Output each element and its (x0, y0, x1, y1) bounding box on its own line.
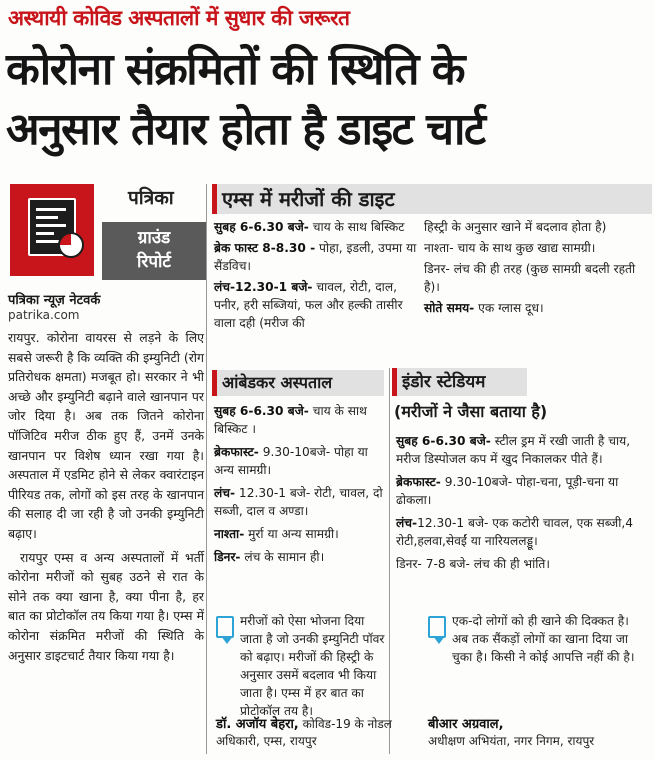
diet-item: नाश्ता- चाय के साथ कुछ खाद्य सामग्री। (424, 241, 596, 255)
main-headline (6, 40, 651, 160)
sig-role: अधीक्षण अभियंता, नगर निगम, रायपुर (428, 734, 595, 748)
diet-item: लंच-12.30-1 बजे- एक कटोरी चावल, एक सब्जी,4 रोटी,हलवा,सेवईं या नारियललड्डू। (396, 516, 633, 548)
pie-chart-icon (58, 232, 84, 258)
aiims-quote: मरीजों को ऐसा भोजना दिया जाता है जो उनकी इम्युनिटी पॉवर को बढ़ाए। मरीजों की हिस्ट्री के अनुसार उसमें बदलाव भी किया जाता है। एम्स में हर बात का प्रोटोकॉल तय है। (240, 614, 385, 718)
sig-role: कोविड-19 के नोडल अधिकारी, एम्स, रायपुर (216, 717, 392, 748)
byline: पत्रिका न्यूज़ नेटवर्क (8, 293, 101, 308)
diet-item: डिनर- 7-8 बजे- लंच की ही भांति। (396, 557, 550, 571)
aiims-diet-col2 (424, 218, 646, 320)
column-divider (206, 184, 207, 754)
diet-item: सुबह 6-6.30 बजे- चाय के साथ बिस्किट । (214, 404, 367, 436)
diet-item: डिनर- लंच की ही तरह (कुछ सामग्री बदली रहती है)। (424, 262, 636, 294)
headline-line-1: कोरोना संक्रमितों की स्थिति के (6, 44, 465, 95)
ground-report-badge (102, 222, 206, 280)
indoor-signature (428, 716, 648, 749)
ambedkar-section-title: आंबेडकर अस्पताल (212, 370, 384, 396)
patrika-label: पत्रिका (128, 187, 174, 209)
diet-item: डिनर- लंच के सामान ही। (214, 550, 325, 564)
ground-report-brand (10, 184, 200, 284)
diet-item: लंच-12.30-1 बजे- चावल, रोटी, दाल, पनीर, हरी सब्जियां, फल और हल्की तासीर वाला दही (मरीज की (214, 280, 403, 330)
sig-name: बीआर अग्रवाल, (428, 717, 504, 732)
diet-item: सुबह 6-6.30 बजे- स्टील ड्रम में रखी जाती है चाय, मरीज डिस्पोजल कप में खुद निकालकर पीते हैं। (396, 434, 631, 466)
diet-item: नाश्ता- मुर्रा या अन्य सामग्री। (214, 527, 339, 541)
report-icon (10, 184, 94, 276)
badge-line-2: रिपोर्ट (137, 252, 171, 272)
left-article-column (8, 328, 204, 669)
diet-item: लंच- 12.30-1 बजे- रोटी, चावल, दो सब्जी, दाल व अण्डा। (214, 486, 383, 518)
ambedkar-diet (214, 402, 384, 571)
diet-item: सुबह 6-6.30 बजे- चाय के साथ बिस्किट (214, 220, 405, 234)
diet-item: ब्रेकफास्ट- 9.30-10बजे- पोहा या अन्य सामग्री। (214, 445, 368, 477)
quote-icon (216, 616, 234, 638)
aiims-signature (216, 716, 406, 749)
indoor-subtitle: (मरीजों ने जैसा बताया है) (394, 402, 548, 421)
sig-name: डॉ. अजॉय बेहरा, (216, 717, 299, 732)
aiims-section-title: एम्स में मरीजों की डाइट (212, 184, 652, 214)
diet-item: ब्रेकफास्ट- 9.30-10बजे- पोहा-चना, पूड़ी-चना या ढोकला। (396, 475, 619, 507)
article-paragraph: रायपुर एम्स व अन्य अस्पतालों में भर्ती कोरोना मरीजों को सुबह उठने से रात के सोने तक क्या खाना है, क्या पीना है, हर बात का प्रोटोकॉल तय किया गया है। एम्स में कोरोना संक्रमित मरीजों की स्थिति के अनुसार डाइटचार्ट तैयार किया गया है। (8, 549, 204, 663)
diet-item: हिस्ट्री के अनुसार खाने में बदलाव होता है) (424, 220, 607, 234)
badge-line-1: ग्राउंड (137, 228, 171, 248)
diet-item: ब्रेक फास्ट 8-8.30 - पोहा, इडली, उपमा या सैंडविच। (214, 241, 417, 273)
indoor-diet (396, 432, 650, 578)
indoor-quote: एक-दो लोगों को ही खाने की दिक्कत है। अब तक सैंकड़ों लोगों का खाना दिया जा चुका है। किसी ने कोई आपत्ति नहीं की है। (452, 614, 635, 664)
aiims-diet-col1 (214, 218, 418, 335)
headline-line-2: अनुसार तैयार होता है डाइट चार्ट (6, 104, 485, 155)
quote-icon (428, 616, 446, 638)
diet-item: सोते समय- एक ग्लास दूध। (424, 301, 544, 315)
kicker-headline: अस्थायी कोविड अस्पतालों में सुधार की जरूरत (8, 6, 350, 30)
indoor-section-title: इंडोर स्टेडियम (392, 368, 527, 396)
site-link[interactable]: patrika.com (8, 308, 80, 322)
article-paragraph: रायपुर. कोरोना वायरस से लड़ने के लिए सबसे जरूरी है कि व्यक्ति की इम्युनिटी (रोग प्रतिरोधक क्षमता) मजबूत हो। सरकार ने भी अच्छे और इम्युनिटी बढ़ाने वाले खानपान पर जोर दिया है। अब तक जितने कोरोना पॉजिटिव मरीज ठीक हुए हैं, उनमें उनके खानपान पर विशेष ध्यान रखा गया है। अस्पताल में एडमिट होने से लेकर क्वारंटाइन पीरियड तक, लोगों को इस तरह के खानपान की सलाह दी जा रही है जो उनकी इम्युनिटी बढ़ाए। (8, 330, 204, 541)
